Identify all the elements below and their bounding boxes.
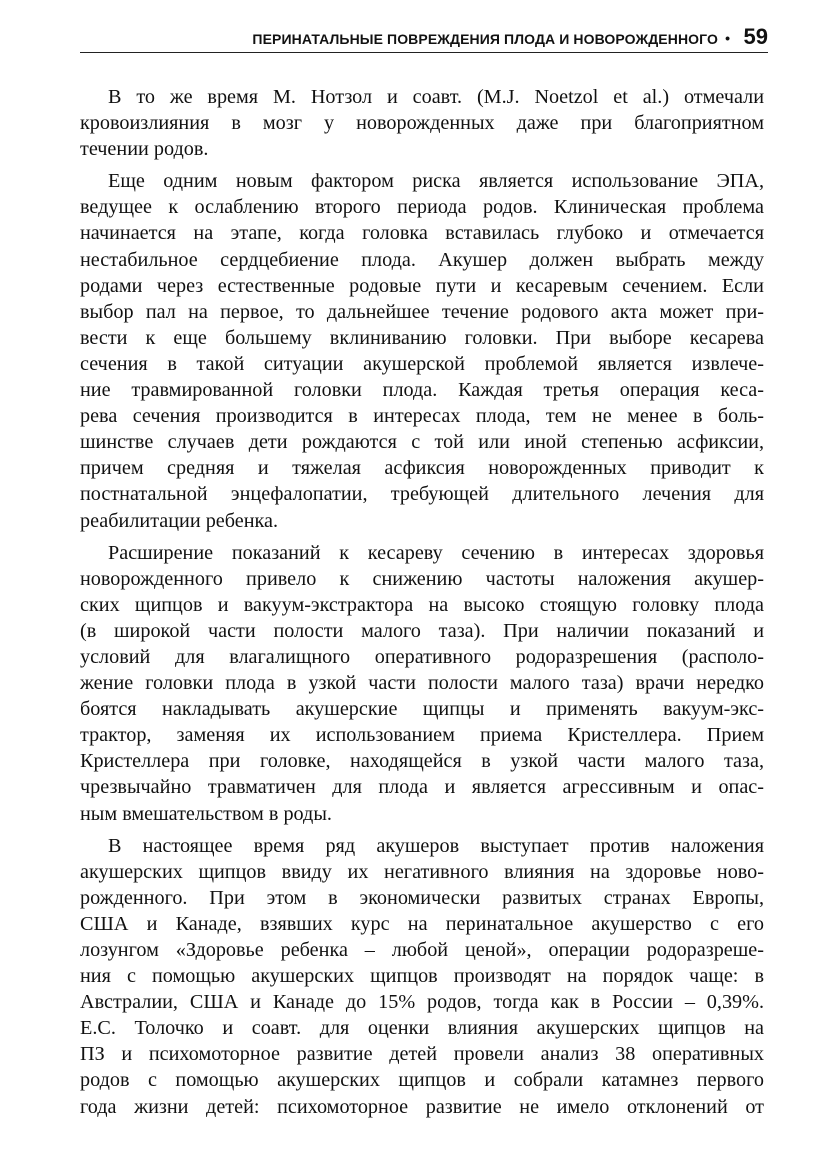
- header-rule: [80, 52, 768, 53]
- text-line: США и Канаде, взявших курс на перинатальное акушерство с его: [80, 912, 764, 935]
- text-line: Кристеллера при головке, находящейся в узкой части малого таза,: [80, 750, 764, 773]
- text-line: выбор пал на первое, то дальнейшее течение родового акта может при-: [80, 300, 764, 323]
- text-line: новорожденного привело к снижению частоты наложения акушер-: [80, 567, 764, 590]
- paragraph: [80, 168, 764, 533]
- text-line: рева сечения производится в интересах плода, тем не менее в боль-: [80, 405, 764, 428]
- text-line: ния с помощью акушерских щипцов производят на порядок чаще: в: [80, 965, 764, 988]
- text-line: условий для влагалищного оперативного родоразрешения (располо-: [80, 645, 764, 668]
- text-line: постнатальной энцефалопатии, требующей длительного лечения для: [80, 483, 764, 506]
- text-line: кровоизлияния в мозг у новорожденных даже при благоприятном: [80, 112, 764, 135]
- text-line: трактор, заменяя их использованием приема Кристеллера. Прием: [80, 724, 764, 747]
- text-line: (в широкой части полости малого таза). При наличии показаний и: [80, 619, 764, 642]
- page-number: 59: [743, 24, 768, 49]
- text-line: течении родов.: [80, 138, 209, 161]
- text-line: рожденного. При этом в экономически развитых странах Европы,: [80, 886, 764, 909]
- text-line: акушерских щипцов ввиду их негативного влияния на здоровье ново-: [80, 860, 764, 883]
- text-line: года жизни детей: психомоторное развитие не имело отклонений от: [80, 1095, 764, 1118]
- text-line: боятся накладывать акушерские щипцы и применять вакуум-экс-: [80, 698, 764, 721]
- text-line: Австралии, США и Канаде до 15% родов, тогда как в России – 0,39%.: [80, 991, 764, 1014]
- text-line: начинается на этапе, когда головка вставилась глубоко и отмечается: [80, 222, 764, 245]
- paragraph: [80, 540, 764, 827]
- text-line: ПЗ и психомоторное развитие детей провели анализ 38 оперативных: [80, 1043, 764, 1066]
- text-line: сечения в такой ситуации акушерской проблемой является извлече-: [80, 352, 764, 375]
- page-header: [80, 24, 768, 54]
- text-line: реабилитации ребенка.: [80, 509, 279, 532]
- running-head: ПЕРИНАТАЛЬНЫЕ ПОВРЕЖДЕНИЯ ПЛОДА И НОВОРОЖДЕННОГО: [252, 31, 718, 47]
- header-bullet: •: [725, 30, 730, 46]
- text-line: причем средняя и тяжелая асфиксия новорожденных приводит к: [80, 457, 764, 480]
- text-line: родами через естественные родовые пути и кесаревым сечением. Если: [80, 274, 764, 297]
- text-line: В то же время М. Нотзол и соавт. (M.J. Noetzol et al.) отмечали: [108, 86, 764, 108]
- paragraph: [80, 84, 764, 162]
- body-text: [80, 84, 764, 1126]
- text-line: лозунгом «Здоровье ребенка – любой ценой», операции родоразреше-: [80, 939, 764, 961]
- text-line: родов с помощью акушерских щипцов и собрали катамнез первого: [80, 1069, 764, 1092]
- paragraph: [80, 833, 764, 1120]
- text-line: ских щипцов и вакуум-экстрактора на высоко стоящую головку плода: [80, 593, 764, 616]
- text-line: Еще одним новым фактором риска является использование ЭПА,: [108, 170, 764, 193]
- text-line: Е.С. Толочко и соавт. для оценки влияния акушерских щипцов на: [80, 1017, 764, 1040]
- text-line: жение головки плода в узкой части полости малого таза) врачи нередко: [80, 672, 764, 695]
- text-line: вести к еще большему вклиниванию головки. При выборе кесарева: [80, 326, 764, 349]
- text-line: чрезвычайно травматичен для плода и является агрессивным и опас-: [80, 776, 764, 799]
- text-line: ным вмешательством в роды.: [80, 802, 332, 825]
- text-line: нестабильное сердцебиение плода. Акушер должен выбрать между: [80, 248, 764, 271]
- text-line: шинстве случаев дети рождаются с той или иной степенью асфиксии,: [80, 431, 764, 454]
- text-line: ведущее к ослаблению второго периода родов. Клиническая проблема: [80, 196, 764, 219]
- text-line: В настоящее время ряд акушеров выступает против наложения: [108, 834, 764, 857]
- text-line: ние травмированной головки плода. Каждая третья операция кеса-: [80, 379, 764, 402]
- text-line: Расширение показаний к кесареву сечению в интересах здоровья: [108, 541, 764, 564]
